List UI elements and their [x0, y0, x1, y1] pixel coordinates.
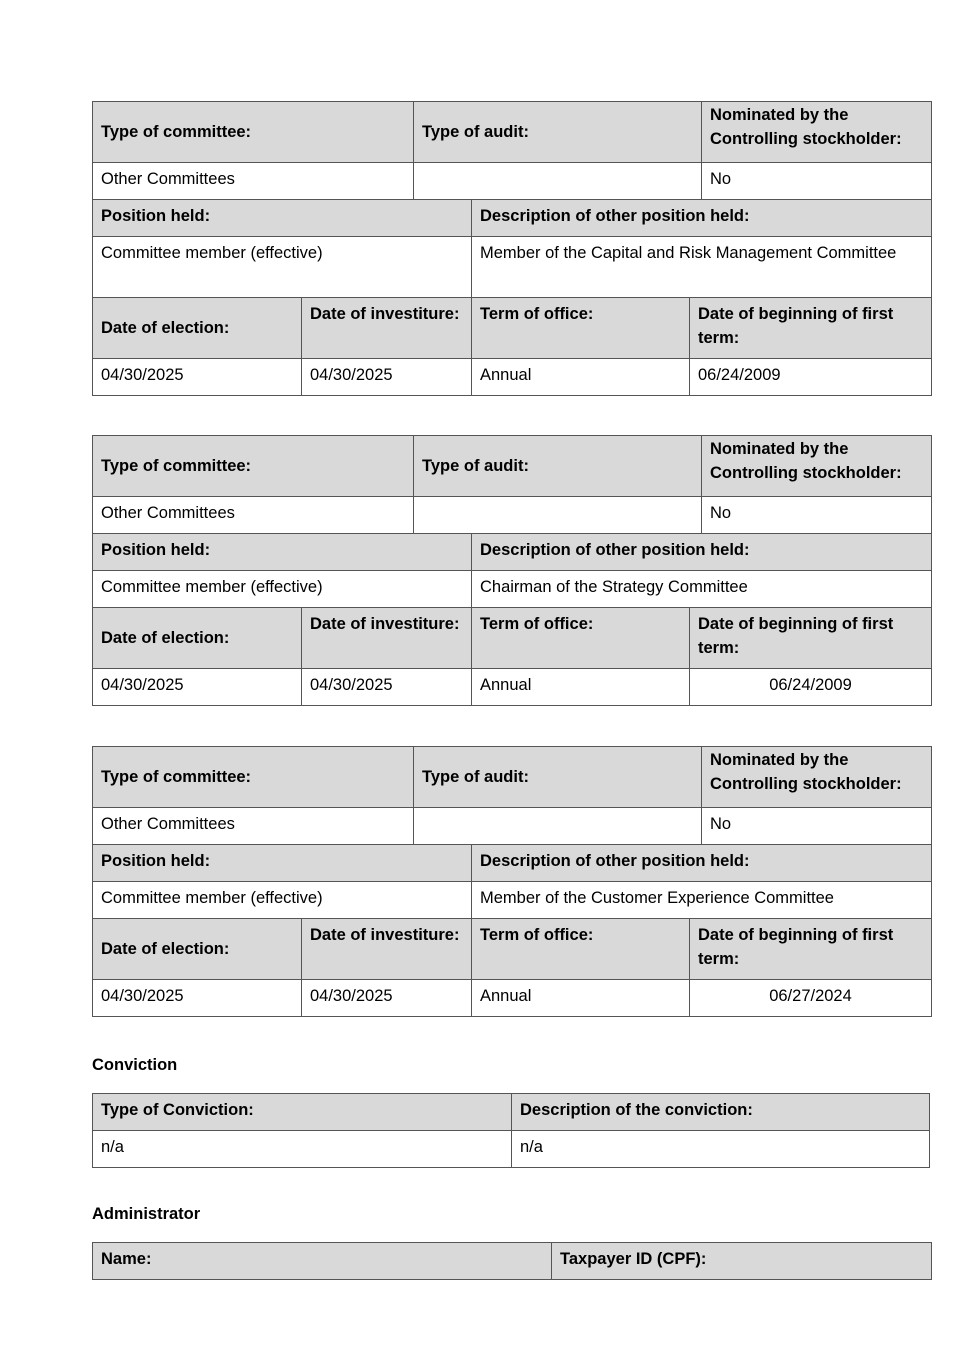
committee-table — [92, 435, 932, 706]
description-other-position-label: Description of other position held: — [471, 533, 932, 571]
description-value: Chairman of the Strategy Committee — [471, 570, 932, 608]
type-of-committee-value: Other Committees — [92, 496, 414, 534]
committee-table — [92, 101, 932, 396]
date-of-investiture-label: Date of investiture: — [301, 607, 472, 669]
date-first-term-value: 06/24/2009 — [689, 358, 932, 396]
type-of-committee-value: Other Committees — [92, 162, 414, 200]
administrator-table — [92, 1242, 932, 1280]
date-of-investiture-value: 04/30/2025 — [301, 358, 472, 396]
nominated-value: No — [701, 496, 932, 534]
type-of-committee-label: Type of committee: — [92, 101, 414, 163]
nominated-by-label: Nominated by the Controlling stockholder: — [701, 746, 932, 808]
type-of-audit-value — [413, 162, 702, 200]
conviction-section-title: Conviction — [92, 1056, 178, 1074]
position-held-value: Committee member (effective) — [92, 881, 472, 919]
date-of-investiture-value: 04/30/2025 — [301, 668, 472, 706]
type-of-audit-label: Type of audit: — [413, 435, 702, 497]
administrator-section-title: Administrator — [92, 1205, 201, 1223]
conviction-type-value: n/a — [92, 1130, 512, 1168]
nominated-value: No — [701, 162, 932, 200]
description-other-position-label: Description of other position held: — [471, 199, 932, 237]
type-of-committee-label: Type of committee: — [92, 435, 414, 497]
type-of-audit-value — [413, 496, 702, 534]
type-of-committee-label: Type of committee: — [92, 746, 414, 808]
date-first-term-label: Date of beginning of first term: — [689, 607, 932, 669]
conviction-table — [92, 1093, 930, 1168]
type-of-committee-value: Other Committees — [92, 807, 414, 845]
term-of-office-value: Annual — [471, 979, 690, 1017]
position-held-label: Position held: — [92, 844, 472, 882]
position-held-value: Committee member (effective) — [92, 570, 472, 608]
description-value: Member of the Capital and Risk Management Committee — [471, 236, 932, 298]
date-of-election-value: 04/30/2025 — [92, 358, 302, 396]
administrator-name-label: Name: — [92, 1242, 552, 1280]
term-of-office-label: Term of office: — [471, 297, 690, 359]
term-of-office-label: Term of office: — [471, 918, 690, 980]
nominated-by-label: Nominated by the Controlling stockholder: — [701, 435, 932, 497]
conviction-description-value: n/a — [511, 1130, 930, 1168]
description-value: Member of the Customer Experience Committee — [471, 881, 932, 919]
term-of-office-label: Term of office: — [471, 607, 690, 669]
date-of-election-label: Date of election: — [92, 918, 302, 980]
date-of-investiture-label: Date of investiture: — [301, 918, 472, 980]
date-first-term-value: 06/27/2024 — [689, 979, 932, 1017]
position-held-value: Committee member (effective) — [92, 236, 472, 298]
type-of-audit-value — [413, 807, 702, 845]
description-other-position-label: Description of other position held: — [471, 844, 932, 882]
date-of-investiture-label: Date of investiture: — [301, 297, 472, 359]
position-held-label: Position held: — [92, 533, 472, 571]
committee-table — [92, 746, 932, 1017]
nominated-value: No — [701, 807, 932, 845]
term-of-office-value: Annual — [471, 358, 690, 396]
type-of-audit-label: Type of audit: — [413, 101, 702, 163]
date-of-election-value: 04/30/2025 — [92, 668, 302, 706]
date-of-election-value: 04/30/2025 — [92, 979, 302, 1017]
date-of-election-label: Date of election: — [92, 607, 302, 669]
nominated-by-label: Nominated by the Controlling stockholder: — [701, 101, 932, 163]
date-first-term-label: Date of beginning of first term: — [689, 297, 932, 359]
date-of-election-label: Date of election: — [92, 297, 302, 359]
date-of-investiture-value: 04/30/2025 — [301, 979, 472, 1017]
type-of-audit-label: Type of audit: — [413, 746, 702, 808]
term-of-office-value: Annual — [471, 668, 690, 706]
administrator-taxpayer-label: Taxpayer ID (CPF): — [551, 1242, 932, 1280]
position-held-label: Position held: — [92, 199, 472, 237]
date-first-term-label: Date of beginning of first term: — [689, 918, 932, 980]
date-first-term-value: 06/24/2009 — [689, 668, 932, 706]
conviction-description-label: Description of the conviction: — [511, 1093, 930, 1131]
conviction-type-label: Type of Conviction: — [92, 1093, 512, 1131]
